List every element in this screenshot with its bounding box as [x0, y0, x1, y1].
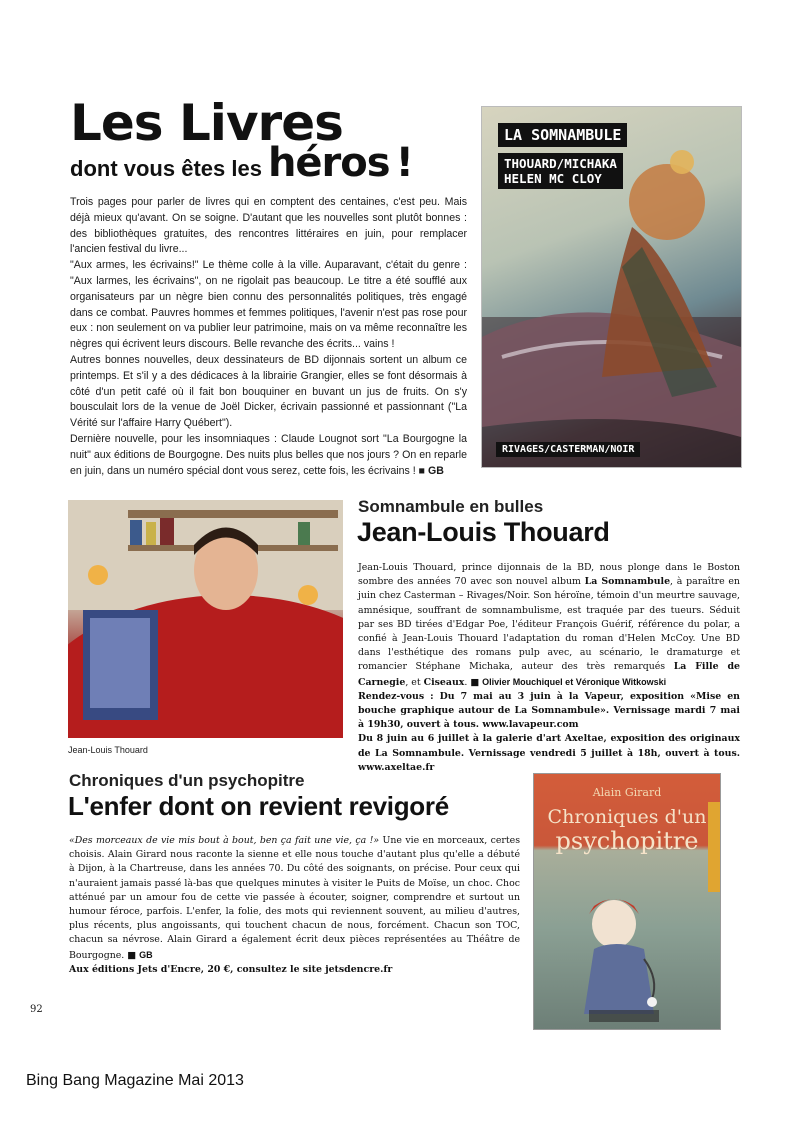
thouard-paragraph [358, 561, 740, 690]
book-cover-somnambule [481, 106, 742, 468]
girard-quote: «Des morceaux de vie mis bout à bout, ben ça fait une vie, ça !» [69, 835, 380, 846]
page-footer: Bing Bang Magazine Mai 2013 [26, 1072, 244, 1089]
photo-illustration [68, 500, 343, 738]
intro-p4-text: Dernière nouvelle, pour les insomniaques : Claude Lougnot sort "La Bourgogne la nuit" aux éditions de Bourgogne. Des nuits plus belles que nos jours ? On en reparle en juin, dans un numéro spécial dont vous serez, cette fois, les écrivains ! ■ [70, 432, 467, 477]
cover2-title-line2: psychopitre [555, 827, 699, 855]
intro-paragraph-2: "Aux armes, les écrivains!" Le thème colle à la ville. Auparavant, c'était du genre : "Aux larmes, les écrivains", on ne rigolait pas beaucoup. Le titre a été soufflé aux organisateurs par un nègre bien connu des personnalités politiques, très engagé dans ce combat. Pauvres hommes et femmes politiques, l'avenir n'est pas rose pour eux : non seulement on va publier leur patrimoine, mais on va même reconnaître les nègres qui écrivent leurs discours. Belle revanche des écrits... vains ! [70, 259, 467, 351]
intro-article [70, 195, 467, 479]
thouard-text-d: . ■ [464, 676, 483, 688]
girard-signature: GB [139, 949, 153, 960]
page-number: 92 [30, 1004, 43, 1015]
intro-paragraph-3: Autres bonnes nouvelles, deux dessinateurs de BD dijonnais sortent un album ce printemps. Et s'il y a des dédicaces à la librairie Grangier, elles se font désormais à côté d'un petit café où il fait bon bouquiner en buvant un jus de fruits. On s'y bousculait lors de la venue de Joël Dicker, écrivain passionné et passionnant ("La Vérité sur l'affaire Harry Québert"). [70, 353, 467, 430]
girard-kicker: Chroniques d'un psychopitre [69, 771, 305, 790]
subtitle-heros: héros [267, 140, 390, 186]
cover-authors-line1: THOUARD/MICHAKA [504, 156, 617, 171]
page-title: Les Livres [70, 94, 343, 152]
cover-publisher: RIVAGES/CASTERMAN/NOIR [496, 442, 640, 457]
cover-authors [498, 153, 623, 189]
thouard-text-b: , à paraître en juin chez Casterman – Rivages/Noir. Son héroïne, témoin d'un meurtre sauvage, amnésique, souffrant de somnambulisme, est traquée par des tueurs. Séduit par ses BD tirées d'Edgar Poe, l'éditeur François Guérif, référence du polar, a confié à Jean-Louis Thouard l'adaptation du roman d'Helen McCoy. Une BD dans l'esthétique des romans pulp avec, au scénario, le dramaturge et romancier Stéphane Michaka, auteur des très remarqués [358, 576, 740, 673]
girard-article-body [69, 834, 520, 977]
subtitle-exclamation: ! [395, 140, 413, 186]
cover2-author: Alain Girard [592, 786, 662, 799]
intro-signature: GB [427, 464, 444, 477]
girard-paragraph [69, 834, 520, 963]
thouard-credit: Olivier Mouchiquel et Véronique Witkowski [482, 676, 667, 687]
thouard-album-title: La Somnambule [584, 576, 671, 588]
thouard-kicker: Somnambule en bulles [358, 497, 544, 516]
subtitle-prefix: dont vous êtes les [70, 156, 262, 181]
thouard-rendezvous-1: Rendez-vous : Du 7 mai au 3 juin à la Vapeur, exposition «Mise en bouche graphique autour de La Somnambule». Vernissage mardi 7 mai à 19h30, ouvert à tous. www.lavapeur.com [358, 690, 740, 731]
cover-title: LA SOMNAMBULE [498, 123, 627, 147]
cover2-title-line1: Chroniques d'un [547, 806, 707, 828]
intro-paragraph-4 [70, 432, 467, 479]
thouard-text-a: Jean-Louis Thouard, prince dijonnais de la BD, nous plonge dans le Boston sombre des années 70 avec son nouvel album [358, 562, 740, 588]
page-subtitle [70, 140, 413, 186]
thouard-text-c: , et [405, 676, 424, 688]
thouard-book2: Ciseaux [423, 676, 465, 688]
thouard-article-body [358, 561, 740, 775]
book-cover-chroniques [533, 773, 721, 1030]
girard-publisher-line: Aux éditions Jets d'Encre, 20 €, consultez le site jetsdencre.fr [69, 963, 393, 975]
photo-caption: Jean-Louis Thouard [68, 745, 148, 755]
thouard-rendezvous-2: Du 8 juin au 6 juillet à la galerie d'art Axeltae, exposition des originaux de La Somnambule. Vernissage vendredi 5 juillet à 18h, ouvert à tous. www.axeltae.fr [358, 733, 740, 773]
author-photo [68, 500, 343, 738]
girard-headline: L'enfer dont on revient revigoré [68, 791, 449, 821]
thouard-headline: Jean-Louis Thouard [357, 517, 610, 547]
thouard-book1: La Fille de Carnegie [358, 661, 740, 688]
cover-authors-line2: HELEN MC CLOY [504, 171, 602, 186]
cover2-spine-band [708, 802, 720, 892]
girard-text: Une vie en morceaux, certes choisis. Alain Girard nous raconte la sienne et elle nous touche d'autant plus qu'elle a débuté à Dijon, à la Chartreuse, dans les années 70. Du côté des soignants, on précise. Pour ceux qui n'auraient jamais passé là-bas que quelques minutes à visiter le Puits de Moïse, un choc. Choc atténué par un amour fou de cette vie passée à écouter, soigner, comprendre et surtout un humour féroce, parfois. L'enfer, la folie, des mots qui reviennent souvent, au milieu d'autres, plus récents, plus angoissants, qui touchent chacun de nous, forcément. Chacun son TOC, chacun sa névrose. Alain Girard a également écrit deux pièces représentées au Théâtre de Bourgogne. ■ [69, 835, 521, 961]
intro-paragraph-1: Trois pages pour parler de livres qui en comptent des centaines, c'est peu. Mais déjà mieux qu'avant. On se soigne. D'autant que les nouvelles sont plutôt bonnes : des bibliothèques gratuites, des rencontres littéraires en juin, pour remplacer l'ancien festival du livre... [70, 196, 467, 256]
